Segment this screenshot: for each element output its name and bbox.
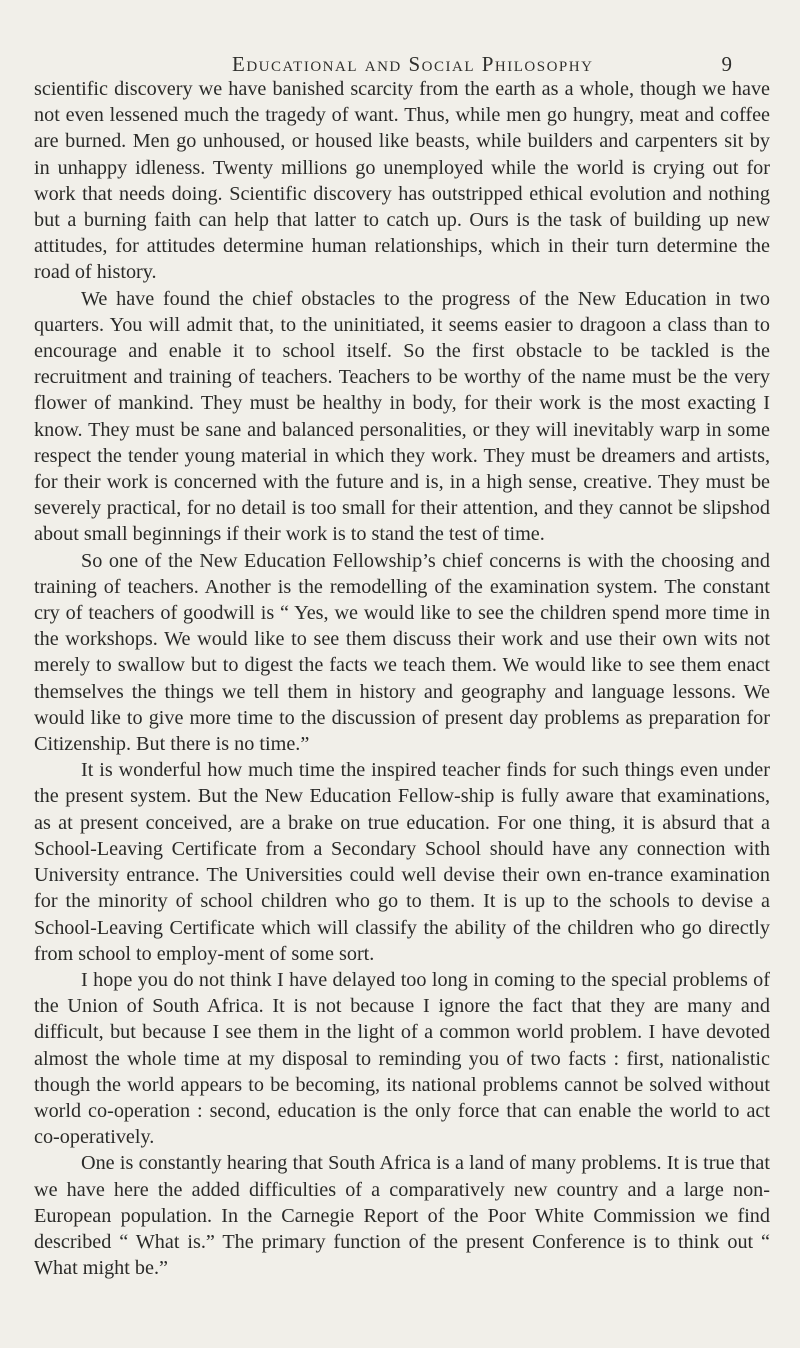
paragraph: scientific discovery we have banished scarcity from the earth as a whole, though we have not even lessened much the tragedy of want. Thus, while men go hungry, meat and coffee are burned. Men go unhoused, or housed like beasts, while builders and carpenters sit by in unhappy idleness. Twenty millions go unemployed while the world is crying out for work that needs doing. Scientific discovery has outstripped ethical evolution and nothing but a burning faith can help that latter to catch up. Ours is the task of building up new attitudes, for attitudes determine human relationships, which in their turn determine the road of history. [34,78,770,284]
running-title: Educational and Social Philosophy [232,52,594,76]
paragraph: One is constantly hearing that South Africa is a land of many problems. It is true that we have here the added difficulties of a comparatively new country and a large non-European population. In the Carnegie Report of the Poor White Commission we find described “ What is.” The primary function of the present Conference is to think out “ What might be.” [34,1152,770,1280]
paragraph: So one of the New Education Fellowship’s chief concerns is with the choosing and training of teachers. Another is the remodelling of the examination system. The constant cry of teachers of goodwill is “ Yes, we would like to see the children spend more time in the workshops. We would like to see them discuss their work and use their own wits not merely to swallow but to digest the facts we teach them. We would like to see them enact themselves the things we tell them in history and geography and language lessons. We would like to give more time to the discussion of present day problems as preparation for Citizenship. But there is no time.” [34,549,770,756]
paragraph: I hope you do not think I have delayed too long in coming to the special problems of the Union of South Africa. It is not because I ignore the fact that they are many and difficult, but because I see them in the light of a common world problem. I have devoted almost the whole time at my disposal to reminding you of two facts : first, nationalistic though the world appears to be becoming, its national problems cannot be solved without world co-operation : second, education is the only force that can enable the world to act co-operatively. [34,968,770,1149]
paragraph: We have found the chief obstacles to the progress of the New Education in two quarters. You will admit that, to the uninitiated, it seems easier to dragoon a class than to encourage and enable it to school itself. So the first obstacle to be tackled is the recruitment and training of teachers. Teachers to be worthy of the name must be the very flower of mankind. They must be healthy in body, for their work is the most exacting I know. They must be sane and balanced personalities, or they will inevitably warp in some respect the tender young material in which they work. They must be dreamers and artists, for their work is concerned with the future and is, in a high sense, creative. They must be severely practical, for no detail is too small for their attention, and they cannot be slipshod about small beginnings if their work is to stand the test of time. [34,287,770,546]
paragraph: It is wonderful how much time the inspired teacher finds for such things even under the present system. But the New Education Fellow-ship is fully aware that examinations, as at present conceived, are a brake on true education. For one thing, it is absurd that a School-Leaving Certificate from a Secondary School should have any connection with University entrance. The Universities could well devise their own en-trance examination for the minority of school children who go to them. It is up to the schools to devise a School-Leaving Certificate which will classify the ability of the children who go directly from school to employ-ment of some sort. [34,759,770,965]
page-number: 9 [721,52,732,76]
body-text [34,76,770,1281]
